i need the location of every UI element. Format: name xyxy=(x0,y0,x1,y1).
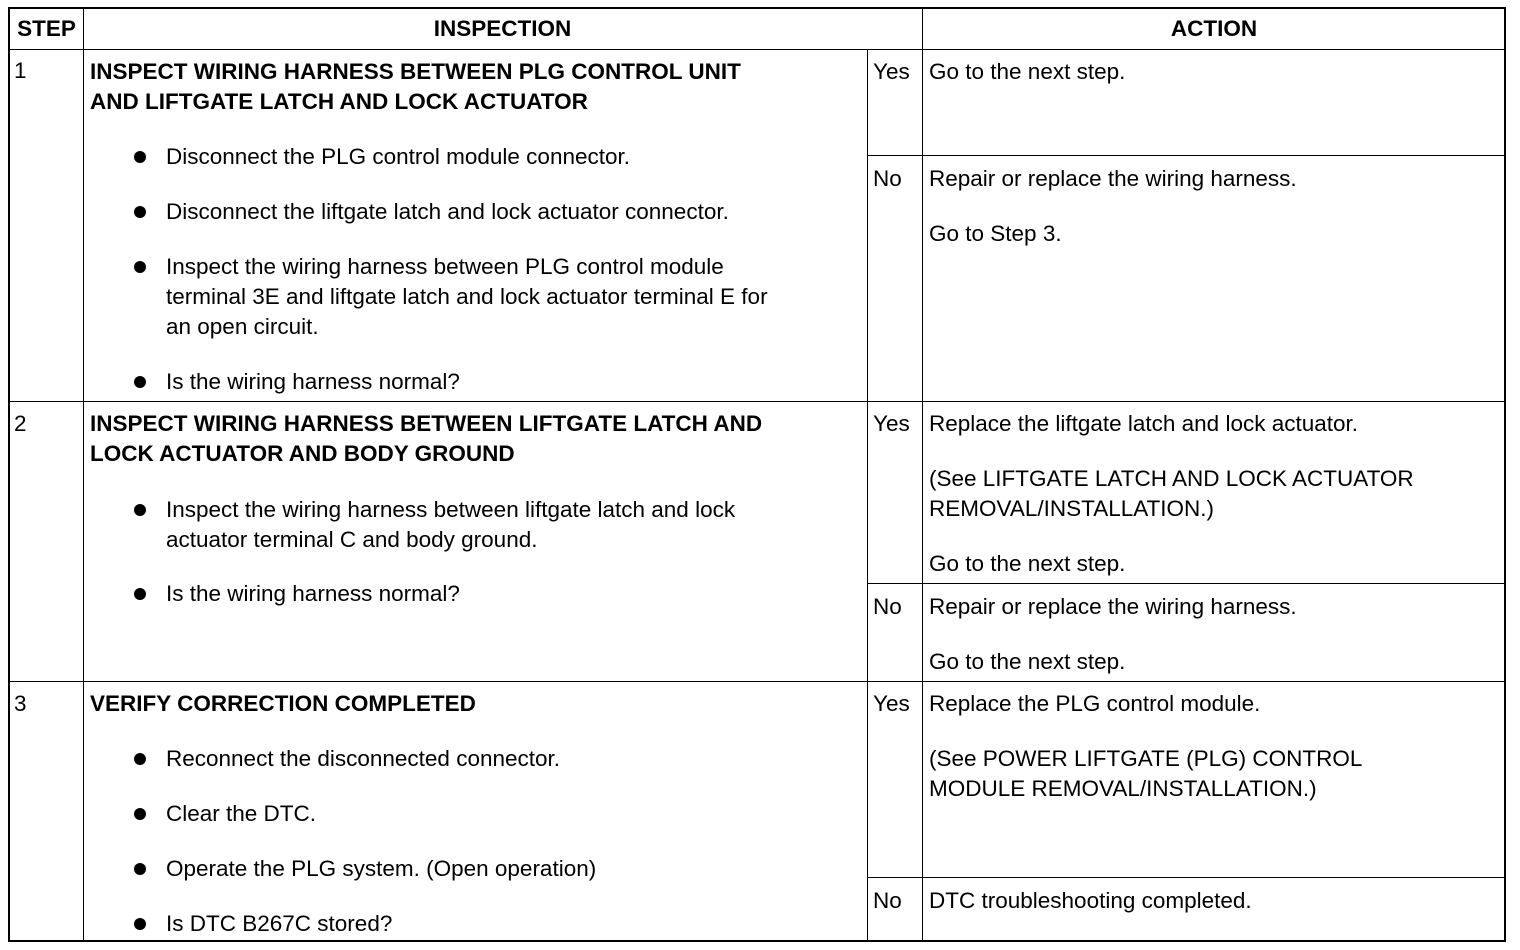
no-label: No xyxy=(873,594,902,619)
bullet-dot-icon xyxy=(134,588,146,600)
inspection-title: VERIFY CORRECTION COMPLETED xyxy=(90,691,476,716)
bullet-dot-icon xyxy=(134,753,146,765)
bullet-dot-icon xyxy=(134,863,146,875)
action-text: Repair or replace the wiring harness. xyxy=(929,594,1297,619)
header-inspection: INSPECTION xyxy=(433,16,572,41)
action-text: Go to Step 3. xyxy=(929,221,1062,246)
inspection-title: INSPECT WIRING HARNESS BETWEEN LIFTGATE LATCH AND xyxy=(90,411,763,436)
yes-label: Yes xyxy=(873,691,910,716)
action-text: (See LIFTGATE LATCH AND LOCK ACTUATOR xyxy=(929,466,1414,491)
row-divider xyxy=(867,583,1504,584)
header-action: ACTION xyxy=(1170,16,1258,41)
inspection-title: AND LIFTGATE LATCH AND LOCK ACTUATOR xyxy=(90,89,588,114)
column-divider xyxy=(867,49,868,940)
yes-label: Yes xyxy=(873,411,910,436)
column-divider xyxy=(922,9,923,940)
action-text: Go to the next step. xyxy=(929,551,1126,576)
bullet-dot-icon xyxy=(134,151,146,163)
action-text: Go to the next step. xyxy=(929,649,1126,674)
bullet-dot-icon xyxy=(134,504,146,516)
bullet-dot-icon xyxy=(134,918,146,930)
step-number: 1 xyxy=(14,58,27,83)
no-label: No xyxy=(873,166,902,191)
row-divider xyxy=(867,155,1504,156)
row-divider xyxy=(10,49,1504,50)
action-text: Replace the PLG control module. xyxy=(929,691,1261,716)
inspection-title: LOCK ACTUATOR AND BODY GROUND xyxy=(90,441,515,466)
inspection-title: INSPECT WIRING HARNESS BETWEEN PLG CONTROL UNIT xyxy=(90,59,741,84)
row-divider xyxy=(10,401,1504,402)
diagnostic-table: STEP INSPECTION ACTION 1 INSPECT WIRING HARNESS BETWEEN PLG CONTROL UNIT AND LIFTGATE LATCH AND LOCK ACTUATOR Disconnect the PLG control module connector. Disconnect the liftgate latch and lock actuator connector. Inspect the wiring harness between PLG control module terminal 3E and liftgate latch and lock actuator terminal E for an open circuit. Is the wiring harness normal? Yes Go to the next step. No Repair or replace the wiring harness. Go to Step 3. 2 INSPECT WIRING HARNESS BETWEEN LIFTGATE LATCH AND LOCK ACTUATOR AND BODY GROUND Inspect the wiring harness between liftgate latch and lock actuator terminal C and body ground. Is the wiring harness normal? Yes Replace the liftgate latch and lock actuator. (See LIFTGATE LATCH AND LOCK ACTUATOR REMOVAL/INSTALLATION.) Go to the next step. No Repair or replace the wiring harness. Go to the next step. 3 VERIFY CORRECTION COMPLETED Reconnect the disconnected connector. Clear the DTC. Operate the PLG system. (Open operation) Is DTC B267C stored? Yes Replace the PLG control module. (See POWER LIFTGATE (PLG) CONTROL MODULE REMOVAL/INSTALLATION.) No DTC troubleshooting completed. xyxy=(8,7,1506,942)
action-text: DTC troubleshooting completed. xyxy=(929,888,1252,913)
yes-label: Yes xyxy=(873,59,910,84)
header-step: STEP xyxy=(17,16,76,41)
action-text: MODULE REMOVAL/INSTALLATION.) xyxy=(929,776,1317,801)
bullet-dot-icon xyxy=(134,206,146,218)
row-divider xyxy=(867,877,1504,878)
row-divider xyxy=(10,681,1504,682)
action-text: Replace the liftgate latch and lock actuator. xyxy=(929,411,1359,436)
step-number: 2 xyxy=(14,411,27,436)
action-text: Repair or replace the wiring harness. xyxy=(929,166,1297,191)
action-text: REMOVAL/INSTALLATION.) xyxy=(929,496,1215,521)
step-number: 3 xyxy=(14,691,27,716)
bullet-dot-icon xyxy=(134,261,146,273)
action-text: Go to the next step. xyxy=(929,59,1126,84)
action-text: (See POWER LIFTGATE (PLG) CONTROL xyxy=(929,746,1363,771)
no-label: No xyxy=(873,888,902,913)
bullet-dot-icon xyxy=(134,376,146,388)
bullet-dot-icon xyxy=(134,808,146,820)
column-divider xyxy=(83,9,84,940)
